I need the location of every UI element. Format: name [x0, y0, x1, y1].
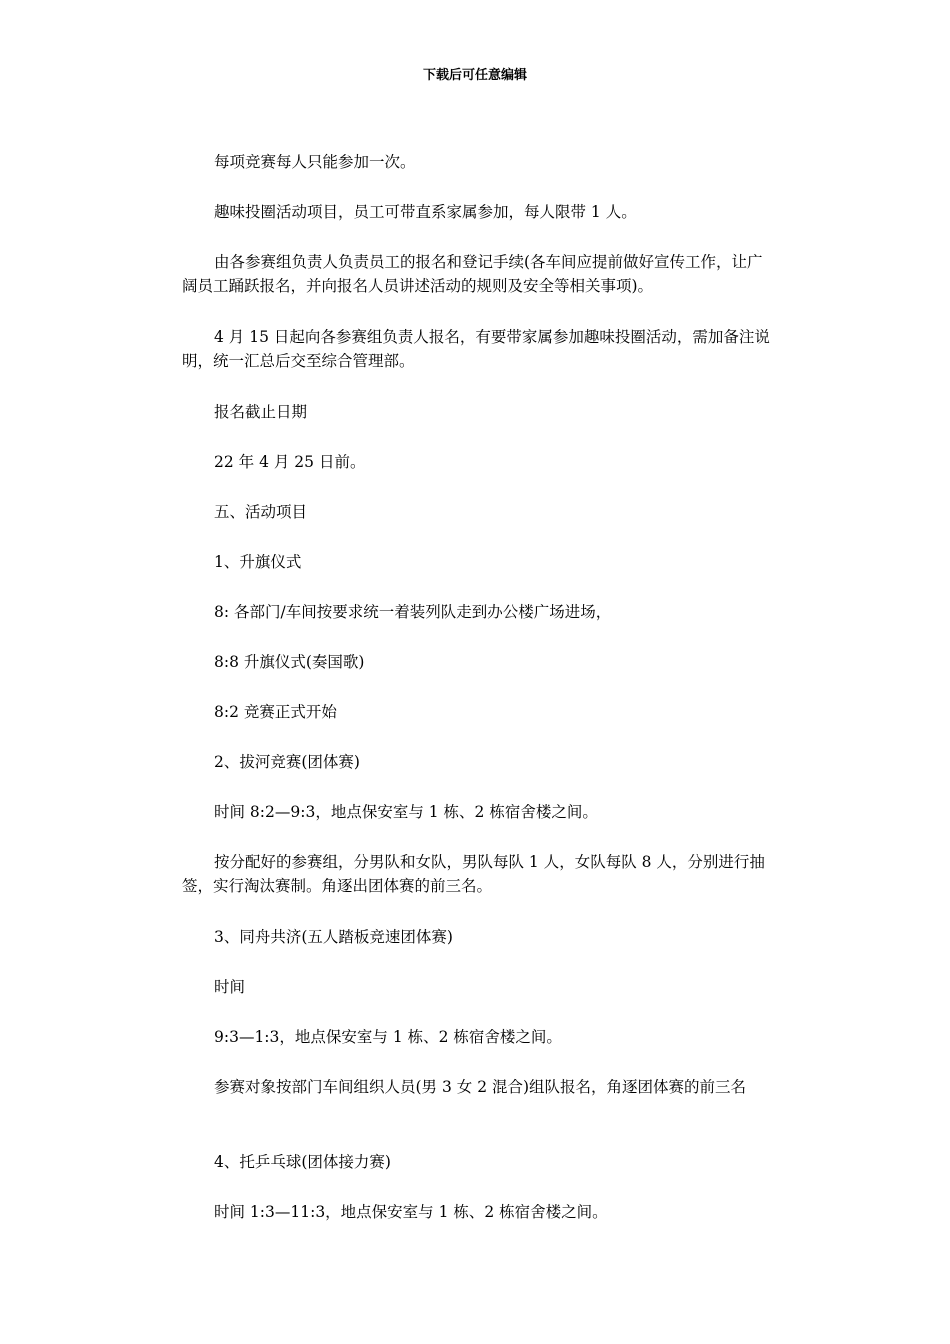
item-flag-ceremony: 1、升旗仪式: [214, 553, 302, 571]
paragraph-same-boat-time: 9:3—1:3，地点保安室与 1 栋、2 栋宿舍楼之间。: [214, 1028, 562, 1046]
paragraph-registration-procedure: 由各参赛组负责人负责员工的报名和登记手续(各车间应提前做好宣传工作，让广阔员工踊跃报名，并向报名人员讲述活动的规则及安全等相关事项)。: [182, 253, 763, 295]
paragraph-tug-of-war-rules: 按分配好的参赛组，分男队和女队，男队每队 1 人，女队每队 8 人，分别进行抽签，实行淘汰赛制。角逐出团体赛的前三名。: [182, 853, 765, 895]
paragraph-same-boat-rules: 参赛对象按部门车间组织人员(男 3 女 2 混合)组队报名，角逐团体赛的前三名: [214, 1078, 747, 1096]
paragraph-deadline-heading: 报名截止日期: [214, 403, 308, 421]
paragraph-flag-raising: 8:8 升旗仪式(奏国歌): [214, 653, 365, 671]
section-heading-activities: 五、活动项目: [214, 503, 308, 521]
item-ping-pong-relay: 4、托乒乓球(团体接力赛): [214, 1153, 391, 1171]
paragraph-registration-start: 4 月 15 日起向各参赛组负责人报名，有要带家属参加趣味投圈活动，需加备注说明，统一汇总后交至综合管理部。: [182, 328, 770, 370]
item-same-boat: 3、同舟共济(五人踏板竞速团体赛): [214, 928, 453, 946]
page-header: 下载后可任意编辑: [422, 68, 527, 83]
paragraph-assembly: 8: 各部门/车间按要求统一着装列队走到办公楼广场进场，: [214, 603, 612, 621]
paragraph-time-label: 时间: [214, 978, 246, 996]
paragraph-deadline-date: 22 年 4 月 25 日前。: [214, 453, 366, 471]
paragraph-ping-pong-time: 时间 1:3—11:3，地点保安室与 1 栋、2 栋宿舍楼之间。: [214, 1203, 608, 1221]
paragraph-once-per-event: 每项竞赛每人只能参加一次。: [214, 153, 416, 171]
item-tug-of-war: 2、拔河竞赛(团体赛): [214, 753, 360, 771]
paragraph-ring-toss-family: 趣味投圈活动项目，员工可带直系家属参加，每人限带 1 人。: [214, 203, 637, 221]
paragraph-tug-of-war-time: 时间 8:2—9:3，地点保安室与 1 栋、2 栋宿舍楼之间。: [214, 803, 598, 821]
paragraph-competition-start: 8:2 竞赛正式开始: [214, 703, 337, 721]
